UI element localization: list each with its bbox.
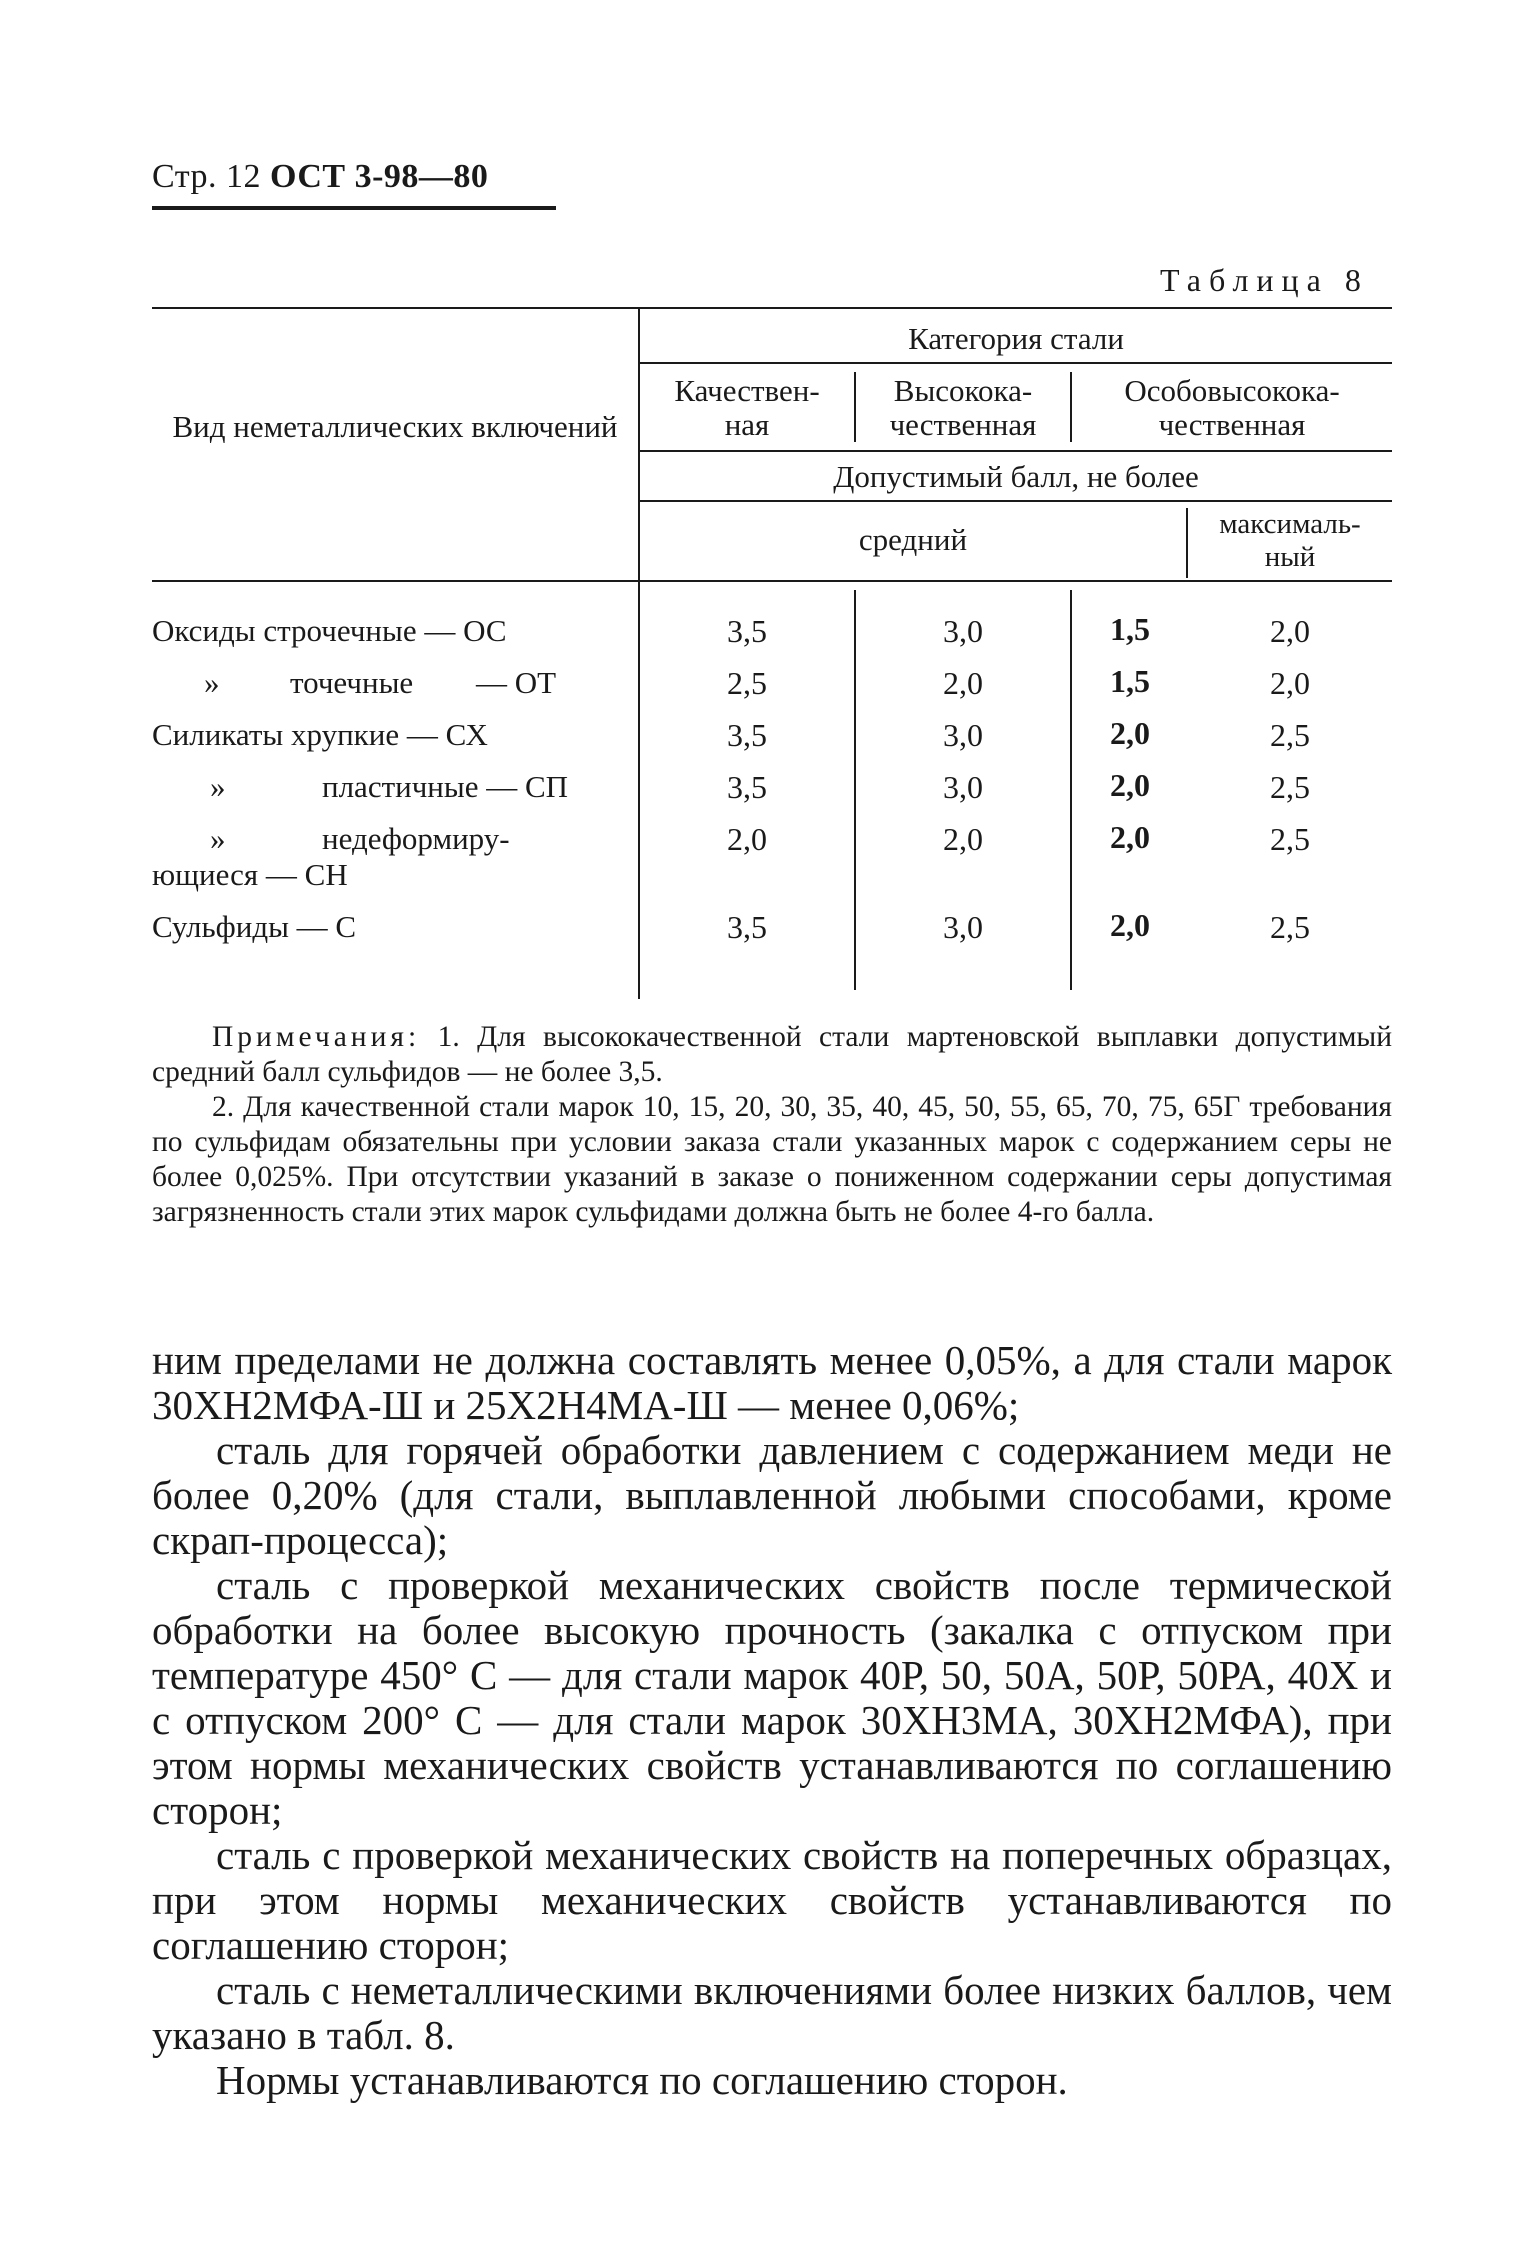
notes-title: Примечания: <box>212 1021 421 1053</box>
cell-value: 2,0 <box>943 821 983 857</box>
cell-value: 2,5 <box>727 665 767 701</box>
cell-value: 3,0 <box>943 613 983 649</box>
inclusion-column-header: Вид неметаллических включений <box>172 409 618 444</box>
table-notes <box>152 1020 1392 1230</box>
cell-value: 2,0 <box>1110 819 1150 855</box>
cat-high-quality: Высокока- чественная <box>889 373 1037 442</box>
cell-value: 2,0 <box>1110 715 1150 751</box>
cell-value: 2,5 <box>1270 717 1310 753</box>
cell-value: 2,0 <box>1110 767 1150 803</box>
row-label-oxides-point-code: — ОТ <box>476 665 557 700</box>
score-header: Допустимый балл, не более <box>833 459 1199 494</box>
cat-extra-high-quality: Особовысокока- чественная <box>1124 373 1340 442</box>
cell-value: 2,0 <box>943 665 983 701</box>
row-label-oxides-point: точечные <box>290 665 414 700</box>
category-rule <box>640 362 1392 364</box>
cell-value: 2,5 <box>1270 821 1310 857</box>
cell-value: 2,5 <box>1270 909 1310 945</box>
cat-quality: Качествен- ная <box>674 373 820 442</box>
cell-value: 3,0 <box>943 769 983 805</box>
row-label-oxides-line: Оксиды строчечные — ОС <box>152 613 507 648</box>
row-label-silicates-brittle: Силикаты хрупкие — СХ <box>152 717 488 752</box>
body-text <box>152 1338 1392 2103</box>
avg-header: средний <box>858 522 968 557</box>
cell-value: 3,5 <box>727 909 767 945</box>
cell-value: 2,0 <box>1270 613 1310 649</box>
row-label-silicates-plastic: пластичные — СП <box>322 769 569 804</box>
note-2: 2. Для качественной стали марок 10, 15, 20, 30, 35, 40, 45, 50, 55, 65, 70, 75, 65Г требования по сульфидам обязательны при условии заказа стали указанных марок с содержанием серы не более 0,025%. При отсутствии указаний в заказе о пониженном содержании серы допустимая загрязненность стали этих марок сульфидами должна быть не более 4-го балла. <box>152 1091 1392 1228</box>
cell-value: 3,0 <box>943 717 983 753</box>
header-rule <box>152 206 556 210</box>
cell-value: 2,5 <box>1270 769 1310 805</box>
page-number: Стр. 12 <box>152 158 262 195</box>
row-label-silicates-nondeform-cont: ющиеся — СН <box>152 857 348 892</box>
body-paragraph: сталь с проверкой механических свойств после термической обработки на более высокую прочность (закалка с отпуском при температуре 450° С — для стали марок 40Р, 50, 50А, 50Р, 50РА, 40Х и с отпуском 200° С — для стали марок 30ХН3МА, 30ХН2МФА), при этом нормы механических свойств устанавливаются по соглашению сторон; <box>152 1562 1392 1833</box>
body-paragraph: сталь с неметаллическими включениями более низких баллов, чем указано в табл. 8. <box>152 1967 1392 2058</box>
row-label-silicates-plastic-mark: » <box>210 769 226 804</box>
cell-value: 2,0 <box>1270 665 1310 701</box>
cell-value: 3,0 <box>943 909 983 945</box>
cell-value: 3,5 <box>727 717 767 753</box>
row-label-oxides-point-mark: » <box>204 665 220 700</box>
score-rule <box>640 450 1392 452</box>
body-paragraph: Нормы устанавливаются по соглашению сторон. <box>216 2057 1068 2103</box>
row-label-silicates-nondeform: недеформиру- <box>322 821 510 856</box>
row-label-sulfides: Сульфиды — С <box>152 909 357 944</box>
cell-value: 1,5 <box>1110 611 1150 647</box>
body-paragraph: сталь с проверкой механических свойств на поперечных образцах, при этом нормы механических свойств устанавливаются по соглашению сторон; <box>152 1832 1392 1968</box>
header-bottom-rule <box>152 580 1392 582</box>
cell-value: 3,5 <box>727 613 767 649</box>
table-top-rule <box>152 307 1392 309</box>
page-header <box>152 158 488 196</box>
document-code: ОСТ 3-98—80 <box>270 158 489 195</box>
row-label-silicates-nondeform-mark: » <box>210 821 226 856</box>
table-caption: Таблица 8 <box>1160 262 1369 298</box>
avg-rule <box>640 500 1392 502</box>
note-1: Примечания: 1. Для высококачественной стали мартеновской выплавки допустимый средний балл сульфидов — не более 3,5. <box>152 1021 1392 1088</box>
cell-value: 2,0 <box>1110 907 1150 943</box>
max-header: максималь- ный <box>1219 508 1361 573</box>
cell-value: 1,5 <box>1110 663 1150 699</box>
body-paragraph: сталь для горячей обработки давлением с содержанием меди не более 0,20% (для стали, выплавленной любыми способами, кроме скрап-процесса); <box>152 1427 1392 1563</box>
body-paragraph: ним пределами не должна составлять менее 0,05%, а для стали марок 30ХН2МФА-Ш и 25Х2Н4МА-Ш — менее 0,06%; <box>152 1337 1392 1428</box>
cell-value: 2,0 <box>727 821 767 857</box>
category-header: Категория стали <box>908 321 1124 356</box>
cell-value: 3,5 <box>727 769 767 805</box>
